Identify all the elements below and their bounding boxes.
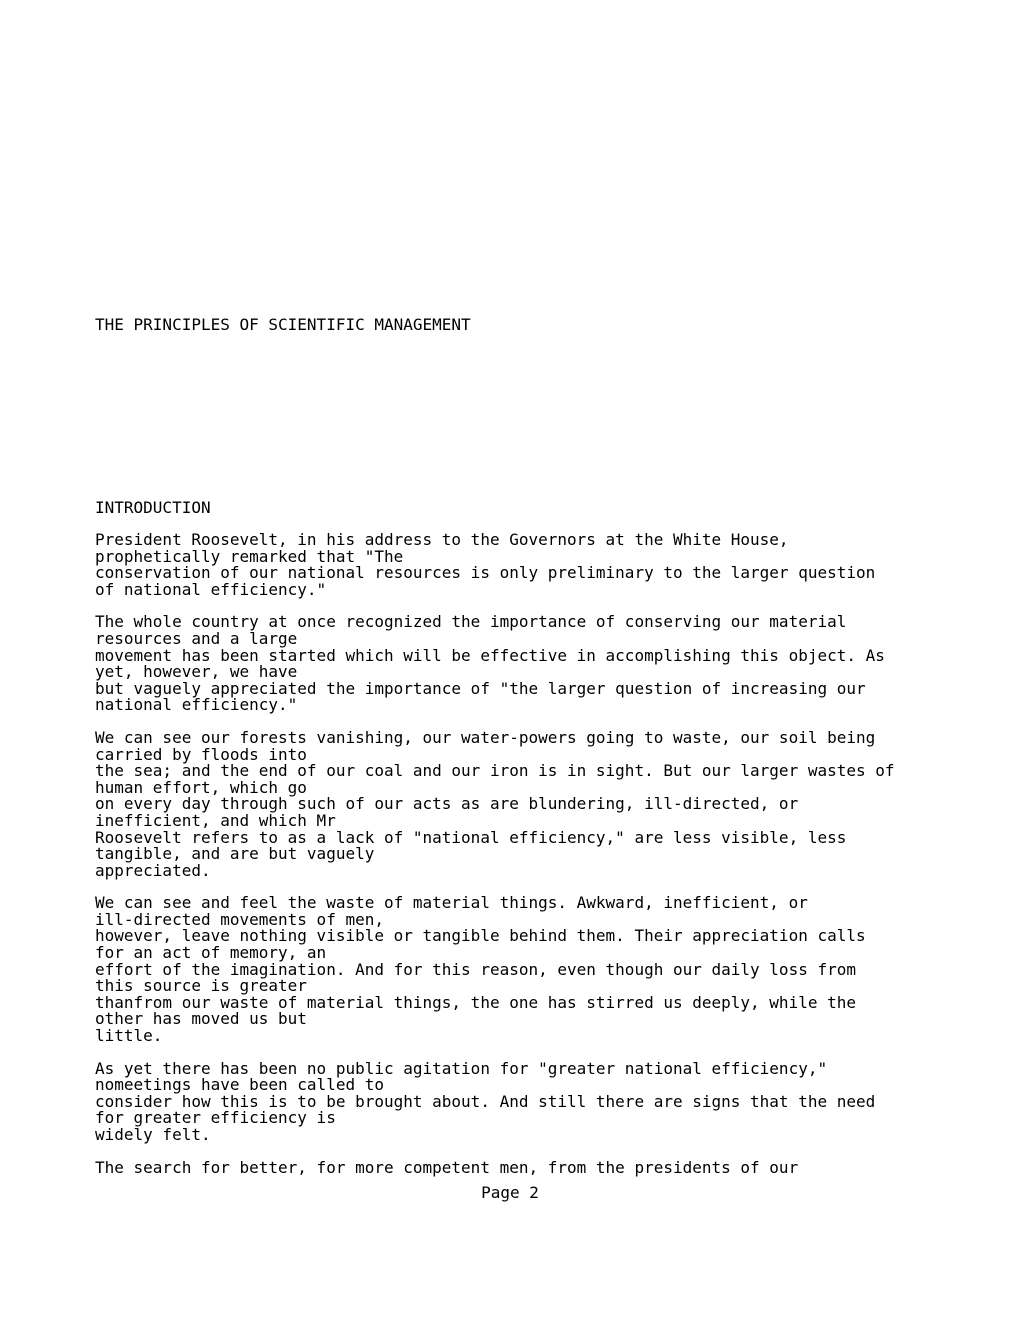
text-line: We can see our forests vanishing, our water-powers going to waste, our soil being [95, 727, 876, 747]
text-line: appreciated. [95, 860, 211, 880]
text-line: little. [95, 1026, 163, 1046]
text-line: The search for better, for more competent men, from the presidents of our [95, 1157, 799, 1177]
text-line: of national efficiency." [95, 579, 327, 599]
text-line: for an act of memory, an [95, 943, 327, 963]
text-line: tangible, and are but vaguely [95, 844, 375, 864]
paragraph [95, 532, 995, 598]
text-line: carried by floods into [95, 744, 307, 764]
text-line: other has moved us but [95, 1009, 307, 1029]
text-line: the sea; and the end of our coal and our iron is in sight. But our larger wastes of [95, 761, 895, 781]
page-number-text: Page 2 [481, 1183, 539, 1202]
text-line: effort of the imagination. And for this reason, even though our daily loss from [95, 959, 856, 979]
text-line: national efficiency." [95, 695, 298, 715]
text-line: nomeetings have been called to [95, 1075, 384, 1095]
text-line: We can see and feel the waste of material things. Awkward, inefficient, or [95, 893, 808, 913]
text-line: movement has been started which will be effective in accomplishing this object. As [95, 645, 885, 665]
text-line: conservation of our national resources is only preliminary to the larger question [95, 563, 876, 583]
text-line: on every day through such of our acts as are blundering, ill-directed, or [95, 794, 799, 814]
text-line: however, leave nothing visible or tangible behind them. Their appreciation calls [95, 926, 866, 946]
section-heading: INTRODUCTION [95, 498, 211, 517]
text-line: yet, however, we have [95, 662, 298, 682]
text-line: human effort, which go [95, 777, 307, 797]
text-line: inefficient, and which Mr [95, 810, 336, 830]
text-line: President Roosevelt, in his address to the Governors at the White House, [95, 530, 789, 549]
text-line: consider how this is to be brought about. And still there are signs that the need [95, 1091, 876, 1111]
text-line: for greater efficiency is [95, 1108, 336, 1128]
paragraph [95, 1058, 995, 1144]
text-line: this source is greater [95, 976, 307, 996]
text-line: thanfrom our waste of material things, the one has stirred us deeply, while the [95, 992, 856, 1012]
text-line: Roosevelt refers to as a lack of "national efficiency," are less visible, less [95, 827, 847, 847]
paragraph [95, 895, 995, 1044]
text-line: prophetically remarked that "The [95, 546, 404, 566]
text-line: but vaguely appreciated the importance of "the larger question of increasing our [95, 678, 866, 698]
page-number [0, 1184, 1020, 1201]
text-line: widely felt. [95, 1125, 211, 1144]
text-line: The whole country at once recognized the importance of conserving our material [95, 612, 847, 632]
paragraph [95, 727, 995, 880]
text-line: resources and a large [95, 628, 298, 648]
paragraph [95, 614, 995, 714]
body-text [95, 532, 995, 1192]
paragraph [95, 1157, 995, 1177]
document-title: THE PRINCIPLES OF SCIENTIFIC MANAGEMENT [95, 315, 471, 334]
text-line: As yet there has been no public agitation for "greater national efficiency," [95, 1058, 828, 1078]
text-line: ill-directed movements of men, [95, 909, 384, 929]
